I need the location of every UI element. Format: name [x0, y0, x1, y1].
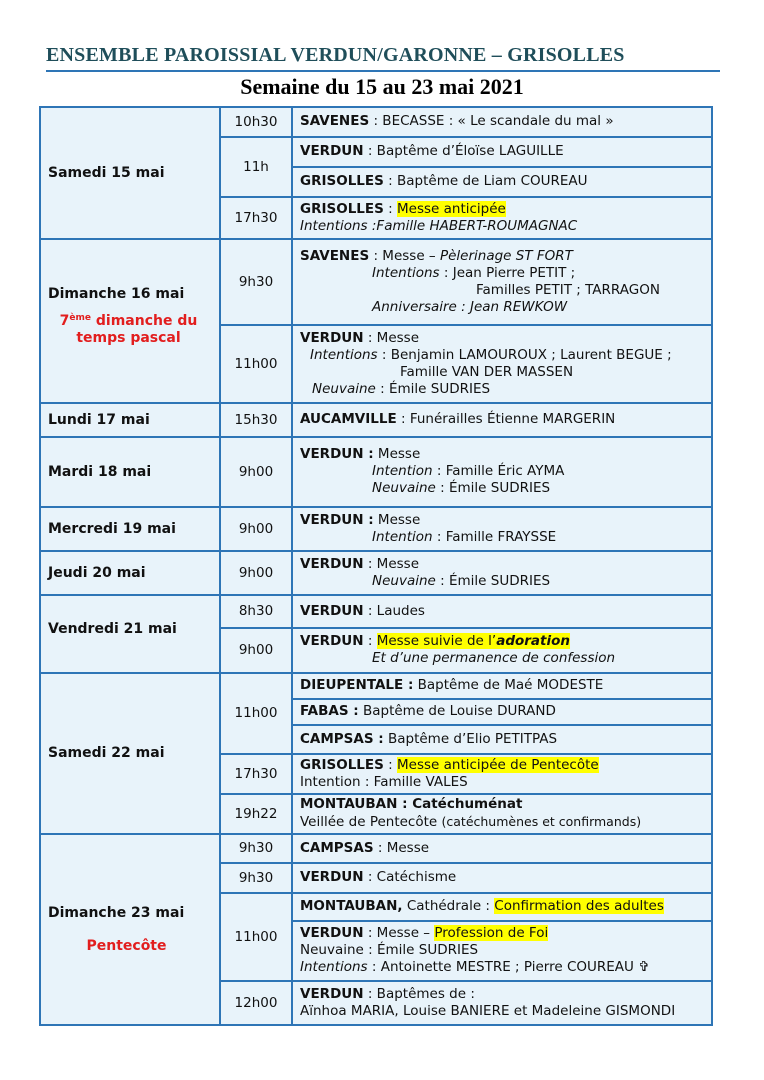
week-subtitle: Semaine du 15 au 23 mai 2021 — [240, 74, 524, 99]
event-cell: CAMPSAS : Baptême d’Elio PETITPAS — [292, 725, 712, 754]
time-cell: 8h30 — [220, 595, 292, 628]
table-row — [40, 107, 712, 137]
event-cell: FABAS : Baptême de Louise DURAND — [292, 699, 712, 725]
time-cell: 15h30 — [220, 403, 292, 437]
event-cell: VERDUN : Messe Intention : Famille FRAYSSE — [292, 507, 712, 551]
event-cell: VERDUN : Messe suivie de l’adoration Et d’une permanence de confession — [292, 628, 712, 673]
event-cell: GRISOLLES : Messe anticipée de Pentecôte Intention : Famille VALES — [292, 754, 712, 794]
time-cell: 17h30 — [220, 754, 292, 794]
event-cell: VERDUN : Baptême d’Éloïse LAGUILLE — [292, 137, 712, 167]
event-cell: MONTAUBAN, Cathédrale : Confirmation des adultes — [292, 893, 712, 921]
event-cell: VERDUN : Messe Neuvaine : Émile SUDRIES — [292, 551, 712, 595]
table-row — [40, 595, 712, 628]
time-cell: 9h00 — [220, 507, 292, 551]
event-cell: GRISOLLES : Baptême de Liam COUREAU — [292, 167, 712, 197]
time-cell: 9h00 — [220, 437, 292, 507]
parish-header — [46, 44, 720, 72]
event-cell: CAMPSAS : Messe — [292, 834, 712, 863]
time-cell: 12h00 — [220, 981, 292, 1025]
day-cell: Dimanche 23 mai Pentecôte — [40, 834, 220, 1025]
day-cell: Samedi 15 mai — [40, 107, 220, 239]
event-cell: VERDUN : Messe Intentions : Benjamin LAMOUROUX ; Laurent BEGUE ; Famille VAN DER MASSEN Neuvaine : Émile SUDRIES — [292, 325, 712, 403]
time-cell: 10h30 — [220, 107, 292, 137]
event-cell: VERDUN : Catéchisme — [292, 863, 712, 893]
time-cell: 11h — [220, 137, 292, 197]
table-row — [40, 239, 712, 325]
liturgical-note: Pentecôte — [86, 937, 167, 954]
event-cell: AUCAMVILLE : Funérailles Étienne MARGERIN — [292, 403, 712, 437]
day-cell: Mardi 18 mai — [40, 437, 220, 507]
event-cell: VERDUN : Messe – Profession de Foi Neuvaine : Émile SUDRIES Intentions : Antoinette MESTRE ; Pierre COUREAU ✞ — [292, 921, 712, 981]
event-cell: GRISOLLES : Messe anticipée Intentions :Famille HABERT-ROUMAGNAC — [292, 197, 712, 239]
time-cell: 9h00 — [220, 628, 292, 673]
table-row — [40, 673, 712, 699]
day-cell: Lundi 17 mai — [40, 403, 220, 437]
time-cell: 11h00 — [220, 893, 292, 981]
time-cell: 17h30 — [220, 197, 292, 239]
table-row — [40, 834, 712, 863]
time-cell: 11h00 — [220, 325, 292, 403]
day-cell: Jeudi 20 mai — [40, 551, 220, 595]
day-cell: Vendredi 21 mai — [40, 595, 220, 673]
table-row — [40, 437, 712, 507]
day-cell: Mercredi 19 mai — [40, 507, 220, 551]
table-row — [40, 551, 712, 595]
time-cell: 9h00 — [220, 551, 292, 595]
time-cell: 9h30 — [220, 863, 292, 893]
event-cell: VERDUN : Baptêmes de : Aïnhoa MARIA, Louise BANIERE et Madeleine GISMONDI — [292, 981, 712, 1025]
event-cell: DIEUPENTALE : Baptême de Maé MODESTE — [292, 673, 712, 699]
event-cell: SAVENES : BECASSE : « Le scandale du mal » — [292, 107, 712, 137]
schedule-table — [39, 106, 713, 1026]
time-cell: 9h30 — [220, 834, 292, 863]
liturgical-note: 7ème dimanche du temps pascal — [59, 312, 198, 346]
day-cell: Dimanche 16 mai 7ème dimanche du temps pascal — [40, 239, 220, 403]
event-cell: SAVENES : Messe – Pèlerinage ST FORT Intentions : Jean Pierre PETIT ; Familles PETIT ; TARRAGON Anniversaire : Jean REWKOW — [292, 239, 712, 325]
parish-title: ENSEMBLE PAROISSIAL VERDUN/GARONNE – GRISOLLES — [46, 44, 625, 66]
time-cell: 11h00 — [220, 673, 292, 754]
table-row — [40, 507, 712, 551]
day-cell: Samedi 22 mai — [40, 673, 220, 834]
event-cell: MONTAUBAN : Catéchuménat Veillée de Pentecôte (catéchumènes et confirmands) — [292, 794, 712, 834]
event-cell: VERDUN : Messe Intention : Famille Éric AYMA Neuvaine : Émile SUDRIES — [292, 437, 712, 507]
time-cell: 9h30 — [220, 239, 292, 325]
table-row — [40, 403, 712, 437]
event-cell: VERDUN : Laudes — [292, 595, 712, 628]
time-cell: 19h22 — [220, 794, 292, 834]
